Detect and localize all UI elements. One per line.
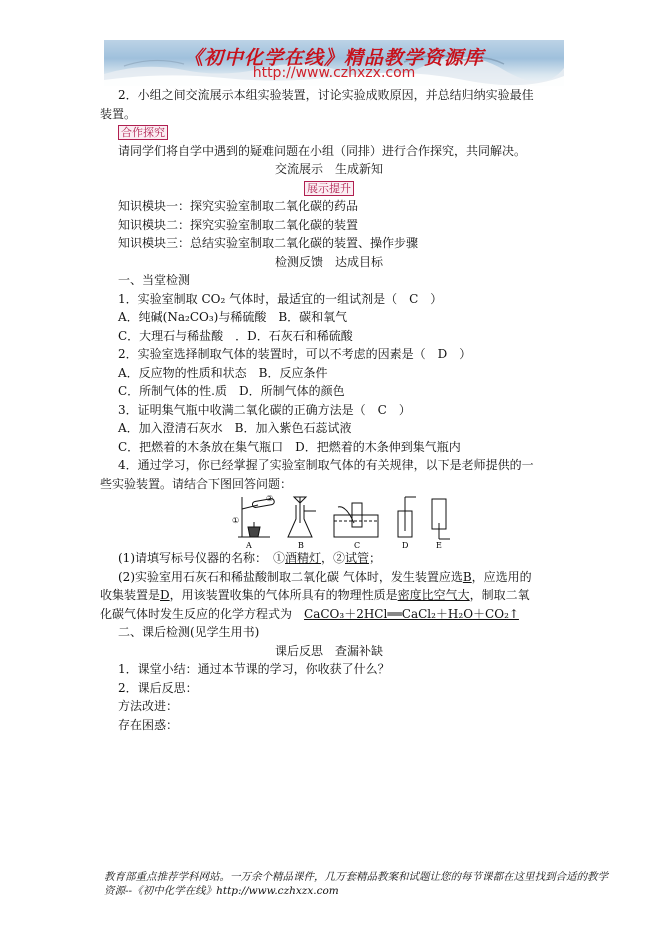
reflection-1: 1．课堂小结：通过本节课的学习，你收获了什么？ [118, 662, 390, 676]
reflection-2: 2．课后反思： [118, 680, 198, 695]
answer-2-line-3: 化碳气体时发生反应的化学方程式为 CaCO₃＋2HCl══CaCl₂＋H₂O＋CO₂↑ [100, 606, 519, 621]
section-tag-cooperation: 合作探究 [118, 125, 168, 140]
section-heading: 课后反思 查漏补缺 [274, 643, 383, 658]
subsection-title: 一、当堂检测 [118, 273, 191, 287]
apparatus-figure [230, 493, 460, 549]
footer [104, 870, 608, 898]
reflection-4: 存在困惑： [118, 717, 179, 732]
question-3-options-ab: A．加入澄清石灰水 B．加入紫色石蕊试液 [118, 421, 352, 435]
banner-title: 《初中化学在线》精品教学资源库 [183, 47, 484, 69]
section-heading: 检测反馈 达成目标 [274, 254, 383, 269]
lab-apparatus-icon [230, 493, 460, 549]
question-1-options-ab: A．纯碱(Na₂CO₃)与稀硫酸 B．碳和氧气 [118, 310, 348, 324]
answer-1: (1)请填写标号仪器的名称： ①酒精灯，②试管； [118, 551, 382, 565]
footer-line-1: 教育部重点推荐学科网站。一万余个精品课件，几万套精品教案和试题让您的每节课都在这里找到合适的教学 [104, 871, 608, 883]
question-1: 1．实验室制取 CO₂ 气体时，最适宜的一组试剂是（ C ） [118, 291, 443, 306]
footer-line-2[interactable]: 资源--《初中化学在线》http://www.czhxzx.com [104, 885, 339, 897]
figure-label: E [436, 541, 442, 549]
question-3: 3．证明集气瓶中收满二氧化碳的正确方法是（ C ） [118, 402, 411, 417]
banner-url[interactable]: http://www.czhxzx.com [252, 65, 416, 81]
paragraph: 2．小组之间交流展示本组实验装置，讨论实验成败原因，并总结归纳实验最佳 [118, 88, 534, 102]
question-2: 2．实验室选择制取气体的装置时，可以不考虑的因素是（ D ） [118, 347, 472, 361]
question-4-cont: 些实验装置。请结合下图回答问题： [100, 476, 293, 491]
figure-label: A [246, 541, 252, 549]
answer-2-line-1: (2)实验室用石灰石和稀盐酸制取二氧化碳 气体时，发生装置应选B，应选用的 [118, 569, 532, 584]
figure-mark: ① [232, 516, 240, 525]
header-banner [104, 40, 564, 86]
paragraph: 请同学们将自学中遇到的疑难问题在小组（同排）进行合作探究，共同解决。 [118, 143, 527, 158]
figure-label: D [402, 541, 409, 549]
section-heading: 交流展示 生成新知 [274, 162, 383, 176]
answer-blank: D [160, 588, 170, 602]
figure-label: C [354, 541, 361, 549]
answer-blank: B [462, 569, 472, 584]
answer-blank: 试管 [345, 551, 370, 565]
answer-2-line-2: 收集装置是D，用该装置收集的气体所具有的物理性质是密度比空气大，制取二氧 [100, 588, 530, 602]
section-tag-show: 展示提升 [304, 181, 354, 196]
question-3-options-cd: C．把燃着的木条放在集气瓶口 D．把燃着的木条伸到集气瓶内 [118, 439, 461, 454]
chemical-equation: CaCO₃＋2HCl══CaCl₂＋H₂O＋CO₂↑ [304, 606, 519, 621]
question-4: 4．通过学习，你已经掌握了实验室制取气体的有关规律，以下是老师提供的一 [118, 458, 534, 472]
knowledge-module-3: 知识模块三：总结实验室制取二氧化碳的装置、操作步骤 [118, 236, 419, 250]
knowledge-module-1: 知识模块一：探究实验室制取二氧化碳的药品 [118, 199, 359, 213]
question-2-options-cd: C．所制气体的性.质 D．所制气体的颜色 [118, 384, 345, 398]
knowledge-module-2: 知识模块二：探究实验室制取二氧化碳的装置 [118, 217, 359, 232]
question-1-options-cd: C．大理石与稀盐酸 ．D．石灰石和稀硫酸 [118, 328, 353, 343]
paragraph: 装置。 [100, 106, 137, 121]
figure-label: B [298, 541, 304, 549]
subsection-title: 二、课后检测(见学生用书) [118, 625, 260, 639]
answer-blank: 密度比空气大 [397, 588, 470, 602]
main-content [100, 86, 558, 734]
answer-blank: 酒精灯 [285, 551, 322, 565]
question-2-options-ab: A．反应物的性质和状态 B．反应条件 [118, 365, 328, 380]
figure-mark: ② [266, 494, 274, 503]
reflection-3: 方法改进： [118, 699, 179, 713]
